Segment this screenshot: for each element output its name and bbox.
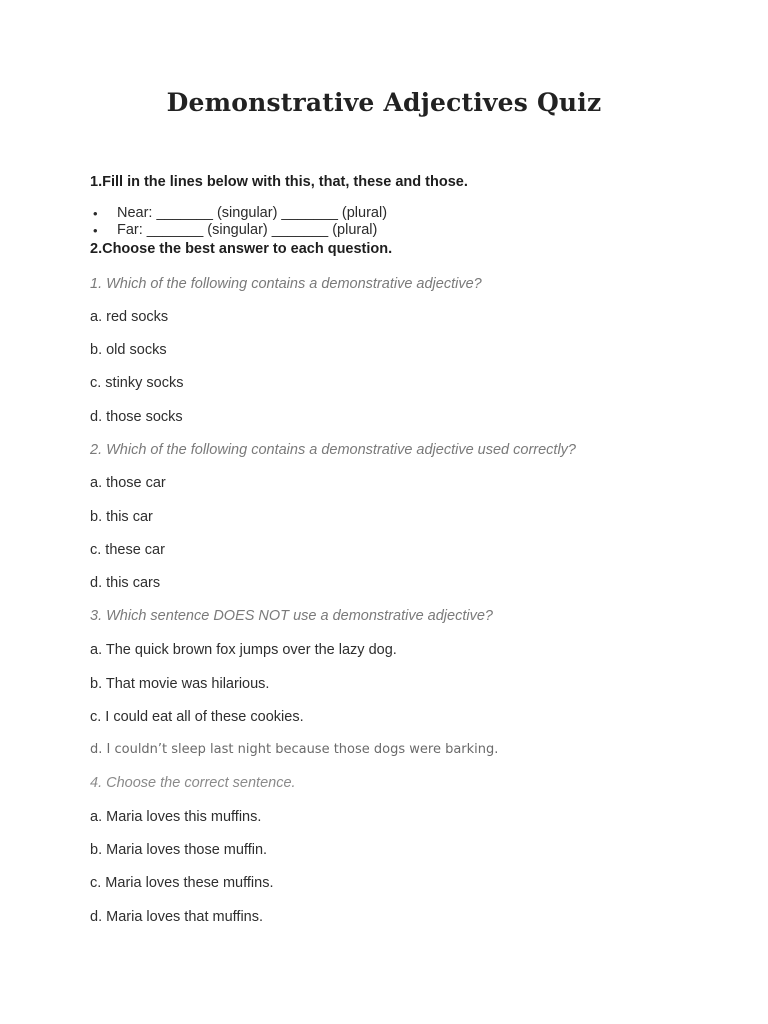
question-1-option-a: a. red socks [90, 309, 169, 325]
question-2-option-a: a. those car [90, 475, 166, 491]
question-1-option-c: c. stinky socks [90, 375, 184, 391]
question-3-prompt: 3. Which sentence DOES NOT use a demonstrative adjective? [90, 608, 493, 624]
question-3-option-c: c. I could eat all of these cookies. [90, 709, 304, 725]
question-3-option-a: a. The quick brown fox jumps over the lazy dog. [90, 642, 397, 658]
question-4-option-b: b. Maria loves those muffin. [90, 842, 268, 858]
question-4-option-d: d. Maria loves that muffins. [90, 909, 264, 925]
question-1-option-d: d. those socks [90, 409, 183, 425]
question-2-option-c: c. these car [90, 542, 165, 558]
section-2-heading: 2.Choose the best answer to each question. [90, 241, 393, 257]
fill-in-near: • Near: _______ (singular) _______ (plural) [90, 205, 387, 222]
question-2-prompt: 2. Which of the following contains a demonstrative adjective used correctly? [90, 442, 576, 458]
question-2-option-b: b. this car [90, 509, 153, 525]
question-1-prompt: 1. Which of the following contains a demonstrative adjective? [90, 276, 482, 292]
question-4-option-a: a. Maria loves this muffins. [90, 809, 262, 825]
document-title: Demonstrative Adjectives Quiz [166, 88, 602, 117]
question-3-option-d: d. I couldn’t sleep last night because those dogs were barking. [90, 742, 499, 757]
fill-in-list [90, 205, 387, 239]
question-3-option-b: b. That movie was hilarious. [90, 676, 270, 692]
question-4-prompt: 4. Choose the correct sentence. [90, 775, 296, 791]
section-1-heading: 1.Fill in the lines below with this, that, these and those. [90, 174, 468, 190]
question-1-option-b: b. old socks [90, 342, 167, 358]
fill-in-far: • Far: _______ (singular) _______ (plural) [90, 222, 387, 239]
question-4-option-c: c. Maria loves these muffins. [90, 875, 274, 891]
question-2-option-d: d. this cars [90, 575, 161, 591]
